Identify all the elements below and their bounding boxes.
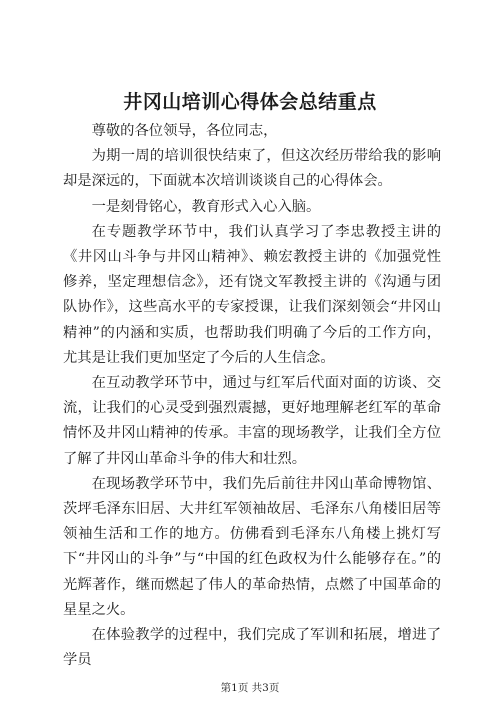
section-heading-paragraph: 一是刻骨铭心，教育形式入心入脑。	[91, 198, 321, 215]
greeting-paragraph: 尊敬的各位领导，各位同志，	[91, 123, 278, 139]
page-number-footer: 第1页 共3页	[220, 682, 280, 694]
onsite-teaching-paragraph: 在现场教学环节中，我们先后前往井冈山革命博物馆、茨坪毛泽东旧居、大井红军领袖故居、毛泽东八角楼旧居等领袖生活和工作的地方。仿佛看到毛泽东八角楼上挑灯写下“井冈山的斗争”与“中国的红色政权为什么能够存在。”的光辉著作，继而燃起了伟人的革命热情，点燃了中国革命的星星之火。	[63, 475, 441, 618]
experience-teaching-paragraph: 在体验教学的过程中，我们完成了军训和拓展，增进了学员	[63, 627, 441, 669]
document-body	[63, 119, 441, 673]
document-title: 井冈山培训心得体会总结重点	[123, 91, 377, 113]
interactive-teaching-paragraph: 在互动教学环节中，通过与红军后代面对面的访谈、交流，让我们的心灵受到强烈震撼，更好地理解老红军的革命情怀及井冈山精神的传承。丰富的现场教学，让我们全方位了解了井冈山革命斗争的伟大和壮烈。	[63, 375, 441, 467]
topic-teaching-paragraph: 在专题教学环节中，我们认真学习了李忠教授主讲的《井冈山斗争与井冈山精神》、赖宏教授主讲的《加强党性修养，坚定理想信念》，还有饶文军教授主讲的《沟通与团队协作》，这些高水平的专家授课，让我们深刻领会“井冈山精神”的内涵和实质，也帮助我们明确了今后的工作方向，尤其是让我们更加坚定了今后的人生信念。	[63, 223, 441, 366]
intro-paragraph: 为期一周的培训很快结束了，但这次经历带给我的影响却是深远的，下面就本次培训谈谈自己的心得体会。	[63, 148, 441, 190]
